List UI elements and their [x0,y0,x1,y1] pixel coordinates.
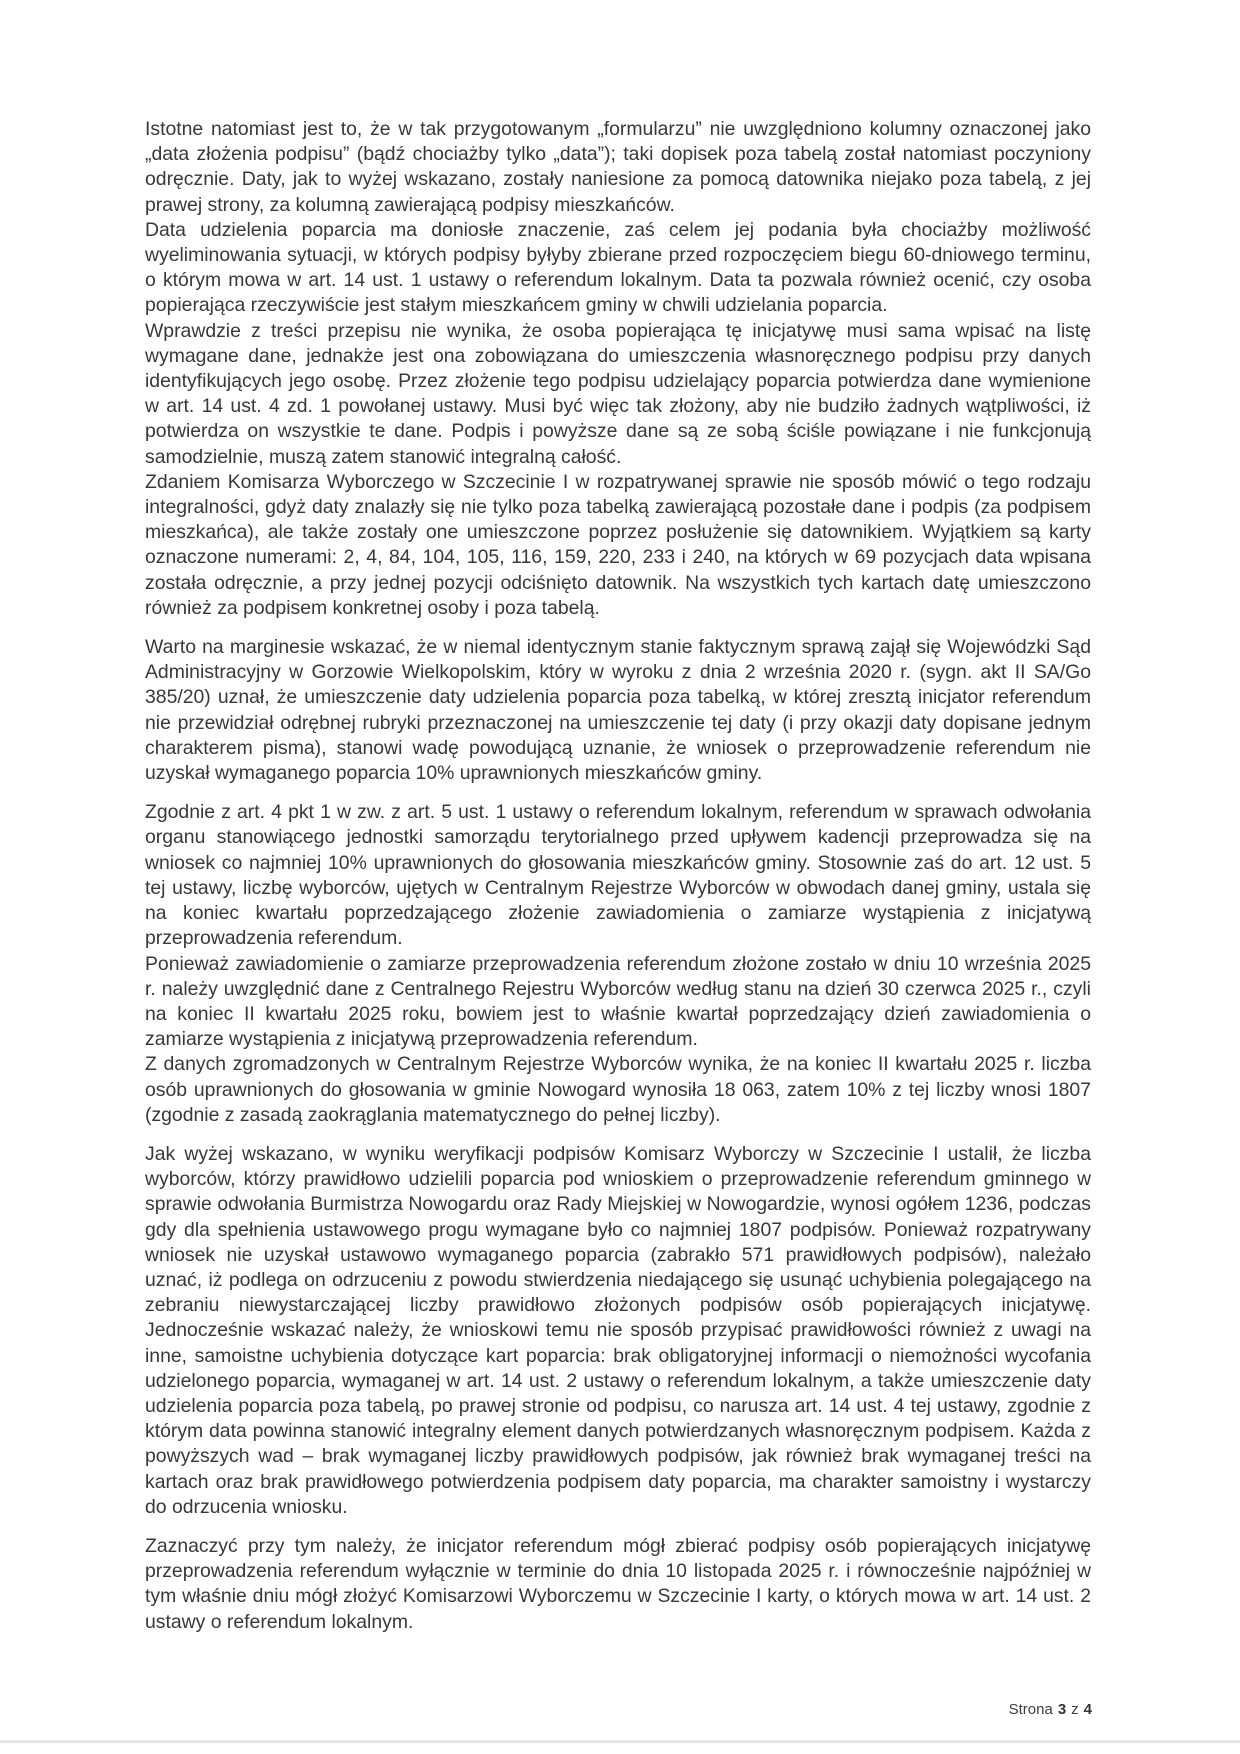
footer-page-label: Strona [1008,1701,1053,1718]
footer-page-number: 3 [1057,1701,1067,1718]
document-body [145,117,1091,1649]
paragraph: Wprawdzie z treści przepisu nie wynika, że osoba popierająca tę inicjatywę musi sama wpisać na listę wymagane dane, jednakże jest ona zobowiązana do umieszczenia własnoręcznego podpisu przy danych identyfikujących jego osobę. Przez złożenie tego podpisu udzielający poparcia potwierdza dane wymienione w art. 14 ust. 4 zd. 1 powołanej ustawy. Musi być więc tak złożony, aby nie budziło żadnych wątpliwości, iż potwierdza on wszystkie te dane. Podpis i powyższe dane są ze sobą ściśle powiązane i nie funkcjonują samodzielnie, muszą zatem stanowić integralną całość. [145,319,1091,468]
page-footer [1009,1701,1092,1719]
paragraph-group [145,800,1091,1128]
paragraph: Warto na marginesie wskazać, że w niemal identycznym stanie faktycznym sprawą zajął się Wojewódzki Sąd Administracyjny w Gorzowie Wielkopolskim, który w wyroku z dnia 2 września 2020 r. (sygn. akt II SA/Go 385/20) uznał, że umieszczenie daty udzielenia poparcia poza tabelką, w której zresztą inicjator referendum nie przewidział odrębnej rubryki przeznaczonej na umieszczenie tej daty (i przy okazji daty dopisane jednym charakterem pisma), stanowi wadę powodującą uznanie, że wniosek o przeprowadzenie referendum nie uzyskał wymaganego poparcia 10% uprawnionych mieszkańców gminy. [145,636,1091,785]
paragraph: Zaznaczyć przy tym należy, że inicjator referendum mógł zbierać podpisy osób popierających inicjatywę przeprowadzenia referendum wyłącznie w terminie do dnia 10 listopada 2025 r. i równocześnie najpóźniej w tym właśnie dniu mógł złożyć Komisarzowi Wyborczemu w Szczecinie I karty, o których mowa w art. 14 ust. 2 ustawy o referendum lokalnym. [145,1534,1091,1633]
paragraph: Zgodnie z art. 4 pkt 1 w zw. z art. 5 ust. 1 ustawy o referendum lokalnym, referendum w sprawach odwołania organu stanowiącego jednostki samorządu terytorialnego przed upływem kadencji przeprowadza się na wniosek co najmniej 10% uprawnionych do głosowania mieszkańców gminy. Stosownie zaś do art. 12 ust. 5 tej ustawy, liczbę wyborców, ujętych w Centralnym Rejestrze Wyborców w obwodach danej gminy, ustala się na koniec kwartału poprzedzającego złożenie zawiadomienia o zamiarze wystąpienia z inicjatywą przeprowadzenia referendum. [145,801,1091,950]
page-bottom-divider [0,1740,1240,1743]
paragraph-group [145,1142,1091,1520]
paragraph: Z danych zgromadzonych w Centralnym Rejestrze Wyborców wynika, że na koniec II kwartału 2025 r. liczba osób uprawnionych do głosowania w gminie Nowogard wynosiła 18 063, zatem 10% z tej liczby wnosi 1807 (zgodnie z zasadą zaokrąglania matematycznego do pełnej liczby). [145,1053,1091,1126]
paragraph: Jak wyżej wskazano, w wyniku weryfikacji podpisów Komisarz Wyborczy w Szczecinie I ustalił, że liczba wyborców, którzy prawidłowo udzielili poparcia pod wnioskiem o przeprowadzenie referendum gminnego w sprawie odwołania Burmistrza Nowogardu oraz Rady Miejskiej w Nowogardzie, wynosi ogółem 1236, podczas gdy dla spełnienia ustawowego progu wymagane było co najmniej 1807 podpisów. Ponieważ rozpatrywany wniosek nie uzyskał ustawowo wymaganego poparcia (zabrakło 571 prawidłowych podpisów), należało uznać, iż podlega on odrzuceniu z powodu stwierdzenia niedającego się usunąć uchybienia polegającego na zebraniu niewystarczającej liczby prawidłowo złożonych podpisów osób popierających inicjatywę. Jednocześnie wskazać należy, że wnioskowi temu nie sposób przypisać prawidłowości również z uwagi na inne, samoistne uchybienia dotyczące kart poparcia: brak obligatoryjnej informacji o niemożności wycofania udzielonego poparcia, wymaganej w art. 14 ust. 2 ustawy o referendum lokalnym, a także umieszczenie daty udzielenia poparcia poza tabelą, po prawej stronie od podpisu, co narusza art. 14 ust. 4 tej ustawy, zgodnie z którym data powinna stanowić integralny element danych potwierdzanych własnoręcznym podpisem. Każda z powyższych wad – brak wymaganej liczby prawidłowych podpisów, jak również brak wymaganej treści na kartach oraz brak prawidłowego potwierdzenia podpisem daty poparcia, ma charakter samoistny i wystarczy do odrzucenia wniosku. [145,1142,1091,1518]
paragraph: Data udzielenia poparcia ma doniosłe znaczenie, zaś celem jej podania była chociażby możliwość wyeliminowania sytuacji, w których podpisy byłyby zbierane przed rozpoczęciem biegu 60-dniowego terminu, o którym mowa w art. 14 ust. 1 ustawy o referendum lokalnym. Data ta pozwala również ocenić, czy osoba popierająca rzeczywiście jest stałym mieszkańcem gminy w chwili udzielania poparcia. [145,218,1091,317]
paragraph-group [145,117,1091,621]
paragraph: Istotne natomiast jest to, że w tak przygotowanym „formularzu” nie uwzględniono kolumny oznaczonej jako „data złożenia podpisu” (bądź chociażby tylko „data”); taki dopisek poza tabelą został natomiast poczyniony odręcznie. Daty, jak to wyżej wskazano, zostały naniesione za pomocą datownika niejako poza tabelą, z jej prawej strony, za kolumną zawierającą podpisy mieszkańców. [145,118,1091,216]
paragraph: Zdaniem Komisarza Wyborczego w Szczecinie I w rozpatrywanej sprawie nie sposób mówić o tego rodzaju integralności, gdyż daty znalazły się nie tylko poza tabelką zawierającą pozostałe dane i podpis (za podpisem mieszkańca), ale także zostały one umieszczone poprzez posłużenie się datownikiem. Wyjątkiem są karty oznaczone numerami: 2, 4, 84, 104, 105, 116, 159, 220, 233 i 240, na których w 69 pozycjach data wpisana została odręcznie, a przy jednej pozycji odciśnięto datownik. Na wszystkich tych kartach datę umieszczono również za podpisem konkretnej osoby i poza tabelą. [145,470,1091,619]
footer-page-separator: z [1071,1701,1079,1718]
footer-total-pages: 4 [1083,1701,1092,1718]
paragraph: Ponieważ zawiadomienie o zamiarze przeprowadzenia referendum złożone zostało w dniu 10 września 2025 r. należy uwzględnić dane z Centralnego Rejestru Wyborców według stanu na dzień 30 czerwca 2025 r., czyli na koniec II kwartału 2025 roku, bowiem jest to właśnie kwartał poprzedzający dzień zawiadomienia o zamiarze wystąpienia z inicjatywą przeprowadzenia referendum. [145,952,1091,1051]
paragraph-group [145,1534,1091,1635]
paragraph-group [145,635,1091,786]
